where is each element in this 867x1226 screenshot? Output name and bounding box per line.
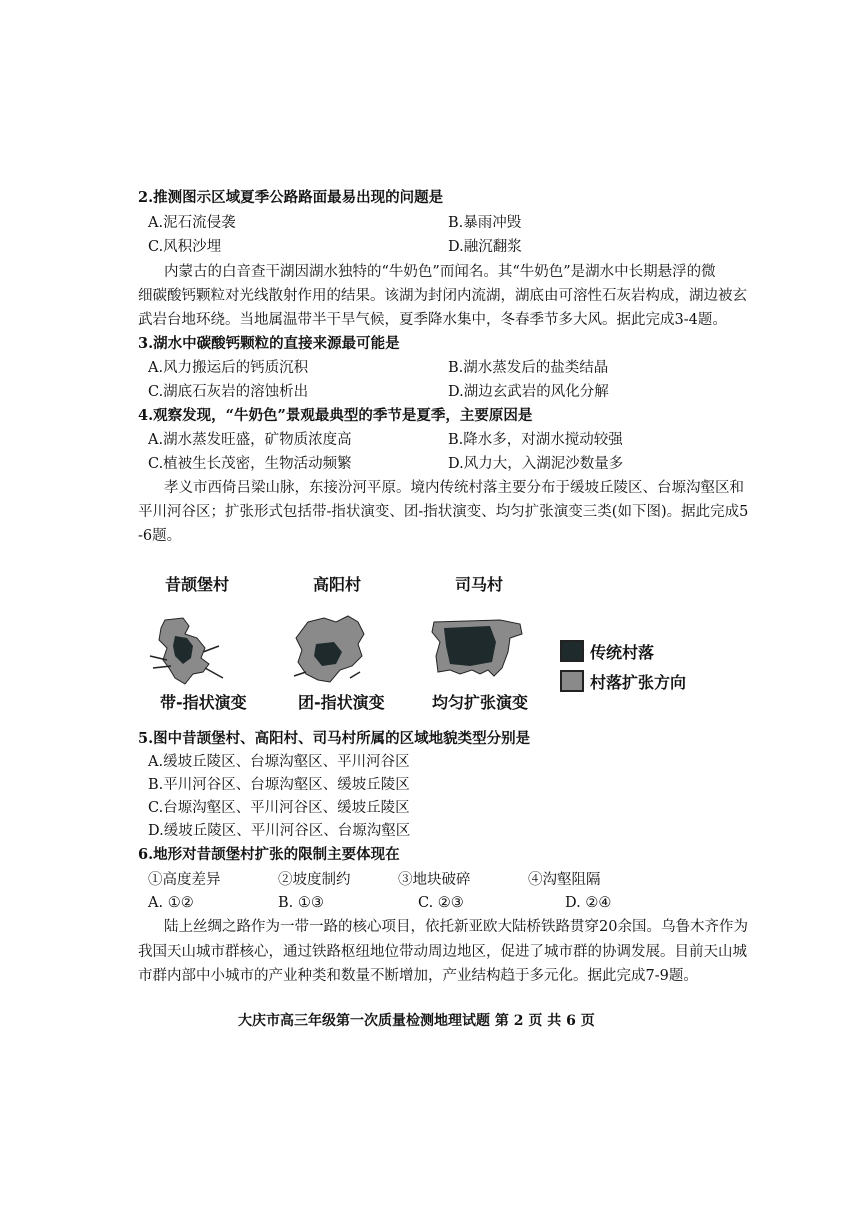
q5-option-d: D.缓坡丘陵区、平川河谷区、台塬沟壑区 <box>148 823 411 839</box>
q5-option-b: B.平川河谷区、台塬沟壑区、缓坡丘陵区 <box>148 777 410 793</box>
q6-option-d: D. ②④ <box>565 895 612 911</box>
passage-3-line-2: 我国天山城市群核心，通过铁路枢纽地位带动周边地区，促进了城市群的协调发展。目前天山城 <box>138 944 747 960</box>
q2-option-a: A.泥石流侵袭 <box>148 215 236 231</box>
q6-item-2: ②坡度制约 <box>278 872 351 888</box>
legend-expansion-swatch <box>560 670 584 692</box>
q4-option-b: B.降水多，对湖水搅动较强 <box>448 432 623 448</box>
pattern-caption-1: 带-指状演变 <box>160 693 247 712</box>
legend-traditional-swatch <box>560 640 584 662</box>
q3-option-b: B.湖水蒸发后的盐类结晶 <box>448 360 609 376</box>
question-6-stem: 6.地形对昔颉堡村扩张的限制主要体现在 <box>138 846 400 863</box>
question-4-stem: 4.观察发现，“牛奶色”景观最典型的季节是夏季，主要原因是 <box>138 407 533 424</box>
question-5-stem: 5.图中昔颉堡村、高阳村、司马村所属的区域地貌类型分别是 <box>138 730 531 747</box>
xijiebao-village-map <box>145 612 225 692</box>
pattern-caption-3: 均匀扩张演变 <box>432 693 529 712</box>
village-title-1: 昔颉堡村 <box>165 575 230 594</box>
question-2-stem: 2.推测图示区域夏季公路路面最易出现的问题是 <box>138 189 444 206</box>
page-footer: 大庆市高三年级第一次质量检测地理试题 第 2 页 共 6 页 <box>238 1013 595 1029</box>
village-title-3: 司马村 <box>455 575 504 594</box>
village-title-2: 高阳村 <box>313 575 362 594</box>
q3-option-d: D.湖边玄武岩的风化分解 <box>448 384 609 400</box>
passage-2-line-3: -6题。 <box>138 528 182 544</box>
q4-option-d: D.风力大，入湖泥沙数量多 <box>448 456 624 472</box>
q4-option-a: A.湖水蒸发旺盛，矿物质浓度高 <box>148 432 352 448</box>
q6-item-3: ③地块破碎 <box>398 872 471 888</box>
question-3-stem: 3.湖水中碳酸钙颗粒的直接来源最可能是 <box>138 335 400 352</box>
legend-traditional-label: 传统村落 <box>590 643 655 662</box>
q2-option-d: D.融沉翻浆 <box>448 239 522 255</box>
passage-3-line-1: 陆上丝绸之路作为一带一路的核心项目，依托新亚欧大陆桥铁路贯穿20余国。乌鲁木齐作为 <box>164 919 748 935</box>
q2-option-c: C.风积沙埋 <box>148 239 222 255</box>
q6-option-c: C. ②③ <box>418 895 464 911</box>
q5-option-c: C.台塬沟壑区、平川河谷区、缓坡丘陵区 <box>148 800 410 816</box>
q6-option-b: B. ①③ <box>278 895 324 911</box>
q6-item-4: ④沟壑阻隔 <box>528 872 601 888</box>
gaoyang-village-map <box>290 612 370 692</box>
legend-expansion-label: 村落扩张方向 <box>590 673 687 692</box>
passage-1-line-2: 细碳酸钙颗粒对光线散射作用的结果。该湖为封闭内流湖，湖底由可溶性石灰岩构成，湖边被玄 <box>138 288 747 304</box>
q2-option-b: B.暴雨冲毁 <box>448 215 522 231</box>
passage-3-line-3: 市群内部中小城市的产业种类和数量不断增加，产业结构趋于多元化。据此完成7-9题。 <box>138 968 698 984</box>
sima-village-map <box>430 612 525 692</box>
pattern-caption-2: 团-指状演变 <box>298 693 385 712</box>
q6-option-a: A. ①② <box>148 895 194 911</box>
passage-1-line-3: 武岩台地环绕。当地属温带半干旱气候，夏季降水集中，冬春季节多大风。据此完成3-4题。 <box>138 312 727 328</box>
q6-item-1: ①高度差异 <box>148 872 221 888</box>
q3-option-c: C.湖底石灰岩的溶蚀析出 <box>148 384 309 400</box>
passage-2-line-1: 孝义市西倚吕梁山脉，东接汾河平原。境内传统村落主要分布于缓坡丘陵区、台塬沟壑区和 <box>164 480 744 496</box>
passage-2-line-2: 平川河谷区；扩张形式包括带-指状演变、团-指状演变、均匀扩张演变三类(如下图)。据此完成5 <box>138 504 749 520</box>
q3-option-a: A.风力搬运后的钙质沉积 <box>148 360 309 376</box>
q4-option-c: C.植被生长茂密，生物活动频繁 <box>148 456 352 472</box>
passage-1-line-1: 内蒙古的白音查干湖因湖水独特的“牛奶色”而闻名。其“牛奶色”是湖水中长期悬浮的微 <box>164 264 716 280</box>
q5-option-a: A.缓坡丘陵区、台塬沟壑区、平川河谷区 <box>148 754 410 770</box>
